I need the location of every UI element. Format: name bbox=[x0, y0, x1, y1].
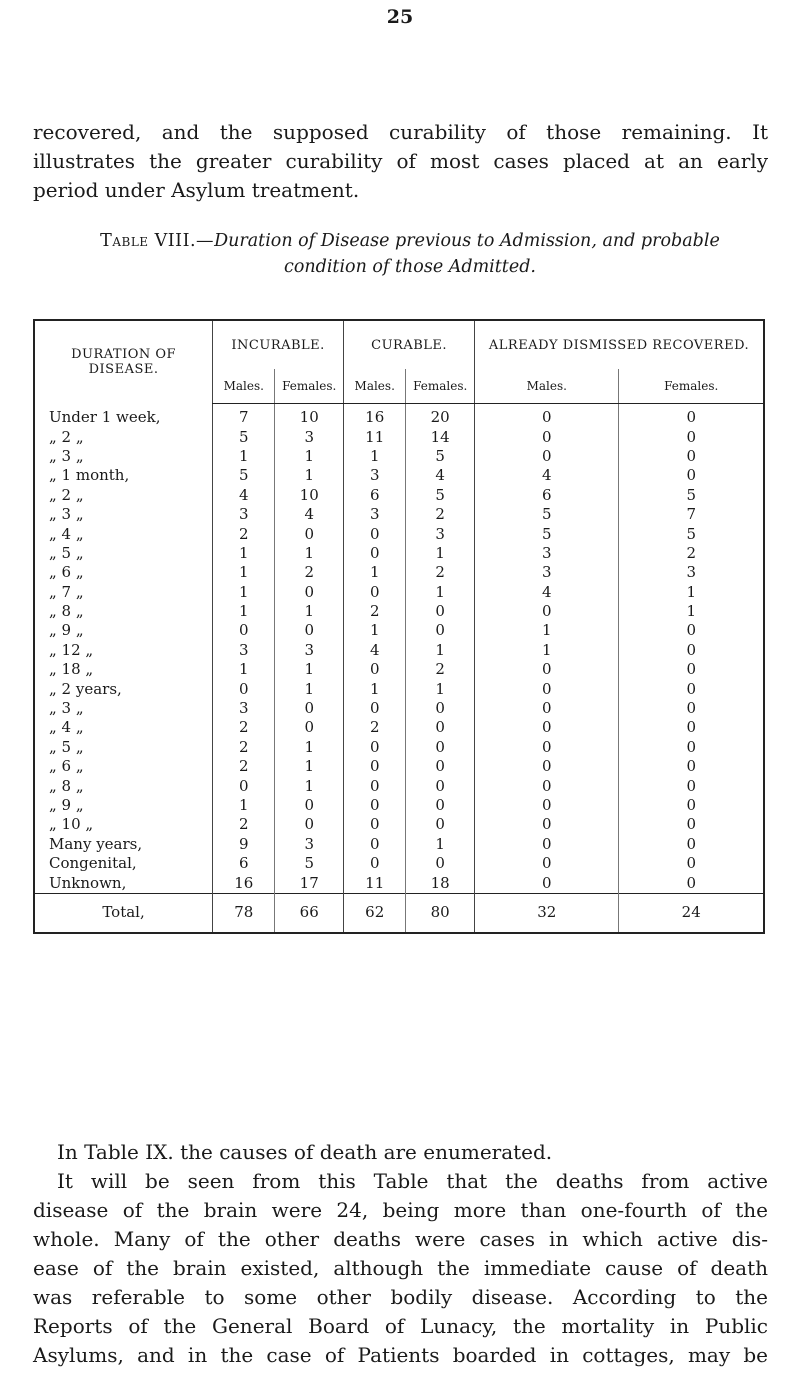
value-cell-cur-m: 0 bbox=[344, 583, 406, 602]
value-cell-inc-m: 3 bbox=[213, 505, 275, 524]
value-cell-dis-m: 0 bbox=[475, 835, 619, 854]
duration-cell: „ 3 „ bbox=[49, 505, 84, 524]
total-label: Total, bbox=[34, 893, 213, 933]
value-cell-dis-f: 0 bbox=[619, 466, 764, 485]
table-row bbox=[34, 776, 764, 795]
table-row bbox=[34, 796, 764, 815]
value-cell-cur-m: 6 bbox=[344, 486, 406, 505]
value-cell-inc-m: 9 bbox=[213, 835, 275, 854]
duration-cell: „ 8 „ bbox=[49, 776, 84, 795]
table-row bbox=[34, 447, 764, 466]
table-row bbox=[34, 563, 764, 582]
table-row bbox=[34, 718, 764, 737]
table-caption-lead: Table VIII.— bbox=[100, 231, 215, 251]
duration-cell: „ 3 „ bbox=[49, 699, 84, 718]
header-dismissed-females: Females. bbox=[619, 369, 764, 404]
duration-cell: Congenital, bbox=[49, 854, 137, 873]
duration-cell: Under 1 week, bbox=[49, 407, 161, 426]
value-cell-dis-f: 0 bbox=[619, 621, 764, 640]
header-curable-males: Males. bbox=[344, 369, 406, 404]
value-cell-cur-f: 1 bbox=[406, 583, 475, 602]
table-caption-title-line2: condition of those Admitted. bbox=[284, 257, 536, 277]
duration-cell: „ 2 years, bbox=[49, 679, 122, 698]
value-cell-dis-f: 0 bbox=[619, 641, 764, 660]
closing-line: In Table IX. the causes of death are enumerated. bbox=[57, 1140, 553, 1164]
value-cell-inc-m: 0 bbox=[213, 776, 275, 795]
value-cell-inc-f: 17 bbox=[275, 873, 344, 893]
value-cell-dis-m: 0 bbox=[475, 718, 619, 737]
value-cell-dis-m: 0 bbox=[475, 738, 619, 757]
table-row bbox=[34, 854, 764, 873]
value-cell-inc-f: 0 bbox=[275, 815, 344, 834]
table-row bbox=[34, 404, 764, 428]
value-cell-inc-f: 0 bbox=[275, 699, 344, 718]
table-row bbox=[34, 524, 764, 543]
value-cell-inc-m: 2 bbox=[213, 815, 275, 834]
value-cell-dis-m: 1 bbox=[475, 641, 619, 660]
value-cell-cur-f: 5 bbox=[406, 447, 475, 466]
value-cell-dis-f: 1 bbox=[619, 583, 764, 602]
table-row bbox=[34, 738, 764, 757]
value-cell-inc-f: 1 bbox=[275, 447, 344, 466]
closing-line: was referable to some other bodily disease. According to the bbox=[33, 1285, 768, 1309]
value-cell-inc-m: 5 bbox=[213, 466, 275, 485]
duration-cell: „ 6 „ bbox=[49, 563, 84, 582]
duration-cell: „ 3 „ bbox=[49, 446, 84, 465]
header-duration: DURATION OF DISEASE. bbox=[71, 347, 177, 378]
table-row bbox=[34, 486, 764, 505]
value-cell-dis-f: 1 bbox=[619, 602, 764, 621]
duration-table bbox=[33, 319, 765, 934]
value-cell-dis-m: 0 bbox=[475, 776, 619, 795]
value-cell-cur-f: 4 bbox=[406, 466, 475, 485]
value-cell-cur-f: 18 bbox=[406, 873, 475, 893]
header-incurable-males: Males. bbox=[213, 369, 275, 404]
table-row bbox=[34, 544, 764, 563]
value-cell-inc-m: 1 bbox=[213, 796, 275, 815]
value-cell-cur-f: 3 bbox=[406, 524, 475, 543]
value-cell-inc-m: 4 bbox=[213, 486, 275, 505]
value-cell-dis-m: 0 bbox=[475, 447, 619, 466]
value-cell-inc-m: 7 bbox=[213, 404, 275, 428]
value-cell-inc-m: 3 bbox=[213, 641, 275, 660]
value-cell-inc-m: 5 bbox=[213, 427, 275, 446]
value-cell-inc-f: 3 bbox=[275, 427, 344, 446]
value-cell-dis-m: 0 bbox=[475, 873, 619, 893]
value-cell-dis-f: 7 bbox=[619, 505, 764, 524]
value-cell-cur-f: 14 bbox=[406, 427, 475, 446]
value-cell-dis-m: 0 bbox=[475, 854, 619, 873]
value-cell-inc-f: 0 bbox=[275, 718, 344, 737]
page-number: 25 bbox=[386, 6, 414, 28]
value-cell-cur-m: 0 bbox=[344, 544, 406, 563]
value-cell-cur-f: 2 bbox=[406, 505, 475, 524]
value-cell-cur-m: 0 bbox=[344, 815, 406, 834]
value-cell-dis-m: 0 bbox=[475, 404, 619, 428]
value-cell-dis-f: 0 bbox=[619, 427, 764, 446]
value-cell-dis-m: 0 bbox=[475, 427, 619, 446]
value-cell-cur-f: 2 bbox=[406, 563, 475, 582]
duration-cell: Unknown, bbox=[49, 873, 127, 892]
table-row bbox=[34, 660, 764, 679]
value-cell-inc-m: 6 bbox=[213, 854, 275, 873]
value-cell-cur-m: 62 bbox=[344, 893, 406, 933]
table-row bbox=[34, 621, 764, 640]
duration-cell: „ 6 „ bbox=[49, 757, 84, 776]
table-body bbox=[34, 404, 764, 933]
value-cell-dis-f: 0 bbox=[619, 718, 764, 737]
table-row bbox=[34, 699, 764, 718]
value-cell-inc-f: 0 bbox=[275, 621, 344, 640]
duration-cell: „ 12 „ bbox=[49, 640, 94, 659]
value-cell-dis-m: 5 bbox=[475, 524, 619, 543]
table-row bbox=[34, 427, 764, 446]
value-cell-inc-m: 1 bbox=[213, 602, 275, 621]
table-row bbox=[34, 679, 764, 698]
value-cell-cur-m: 11 bbox=[344, 873, 406, 893]
intro-line: recovered, and the supposed curability of those remaining. It bbox=[33, 120, 768, 144]
value-cell-dis-f: 0 bbox=[619, 679, 764, 698]
value-cell-inc-m: 1 bbox=[213, 544, 275, 563]
header-incurable-females: Females. bbox=[275, 369, 344, 404]
value-cell-dis-f: 0 bbox=[619, 873, 764, 893]
value-cell-dis-f: 0 bbox=[619, 815, 764, 834]
value-cell-inc-m: 1 bbox=[213, 563, 275, 582]
value-cell-inc-f: 0 bbox=[275, 796, 344, 815]
value-cell-cur-m: 0 bbox=[344, 835, 406, 854]
value-cell-dis-m: 1 bbox=[475, 621, 619, 640]
duration-cell: „ 9 „ bbox=[49, 796, 84, 814]
value-cell-inc-m: 1 bbox=[213, 583, 275, 602]
value-cell-dis-f: 0 bbox=[619, 447, 764, 466]
value-cell-cur-m: 0 bbox=[344, 854, 406, 873]
value-cell-cur-f: 0 bbox=[406, 621, 475, 640]
closing-line: Asylums, and in the case of Patients boarded in cottages, may be bbox=[33, 1343, 768, 1367]
table-caption bbox=[60, 228, 760, 280]
value-cell-dis-f: 24 bbox=[619, 893, 764, 933]
value-cell-cur-f: 0 bbox=[406, 718, 475, 737]
value-cell-dis-m: 4 bbox=[475, 466, 619, 485]
value-cell-dis-f: 0 bbox=[619, 776, 764, 795]
value-cell-inc-f: 1 bbox=[275, 679, 344, 698]
value-cell-inc-f: 1 bbox=[275, 757, 344, 776]
table-row bbox=[34, 505, 764, 524]
value-cell-inc-m: 2 bbox=[213, 757, 275, 776]
value-cell-cur-m: 4 bbox=[344, 641, 406, 660]
value-cell-cur-m: 0 bbox=[344, 796, 406, 815]
value-cell-cur-m: 1 bbox=[344, 621, 406, 640]
intro-line: illustrates the greater curability of most cases placed at an early bbox=[33, 149, 768, 173]
value-cell-dis-f: 5 bbox=[619, 486, 764, 505]
table-caption-title-line1: Duration of Disease previous to Admission, and probable bbox=[214, 231, 720, 251]
duration-cell: „ 4 „ bbox=[49, 718, 84, 737]
value-cell-inc-m: 1 bbox=[213, 447, 275, 466]
value-cell-cur-f: 1 bbox=[406, 835, 475, 854]
table-row bbox=[34, 466, 764, 485]
closing-line: Reports of the General Board of Lunacy, the mortality in Public bbox=[33, 1314, 768, 1338]
header-dismissed-recovered: ALREADY DISMISSED RECOVERED. bbox=[475, 320, 764, 369]
value-cell-inc-m: 2 bbox=[213, 738, 275, 757]
duration-cell: „ 1 month, bbox=[49, 466, 130, 485]
value-cell-dis-f: 0 bbox=[619, 835, 764, 854]
value-cell-dis-f: 3 bbox=[619, 563, 764, 582]
value-cell-inc-m: 78 bbox=[213, 893, 275, 933]
value-cell-dis-m: 0 bbox=[475, 602, 619, 621]
value-cell-dis-f: 0 bbox=[619, 404, 764, 428]
value-cell-cur-m: 3 bbox=[344, 466, 406, 485]
value-cell-cur-f: 2 bbox=[406, 660, 475, 679]
value-cell-inc-f: 10 bbox=[275, 404, 344, 428]
value-cell-dis-m: 0 bbox=[475, 757, 619, 776]
value-cell-cur-f: 0 bbox=[406, 796, 475, 815]
duration-cell: „ 4 „ bbox=[49, 524, 84, 543]
value-cell-cur-f: 5 bbox=[406, 486, 475, 505]
header-curable-females: Females. bbox=[406, 369, 475, 404]
closing-line: It will be seen from this Table that the deaths from active bbox=[57, 1169, 768, 1193]
table-row bbox=[34, 583, 764, 602]
value-cell-cur-f: 0 bbox=[406, 854, 475, 873]
table-row bbox=[34, 815, 764, 834]
value-cell-cur-m: 1 bbox=[344, 563, 406, 582]
duration-cell: „ 9 „ bbox=[49, 621, 84, 640]
header-dismissed-males: Males. bbox=[475, 369, 619, 404]
value-cell-inc-m: 2 bbox=[213, 524, 275, 543]
closing-paragraph bbox=[33, 1138, 768, 1370]
value-cell-dis-f: 5 bbox=[619, 524, 764, 543]
duration-cell: „ 2 „ bbox=[49, 427, 84, 446]
value-cell-cur-m: 16 bbox=[344, 404, 406, 428]
value-cell-cur-m: 1 bbox=[344, 447, 406, 466]
value-cell-dis-m: 0 bbox=[475, 660, 619, 679]
intro-line: period under Asylum treatment. bbox=[33, 178, 360, 202]
value-cell-cur-f: 0 bbox=[406, 699, 475, 718]
value-cell-inc-f: 1 bbox=[275, 738, 344, 757]
value-cell-inc-m: 0 bbox=[213, 679, 275, 698]
value-cell-dis-m: 0 bbox=[475, 796, 619, 815]
value-cell-inc-f: 1 bbox=[275, 776, 344, 795]
value-cell-cur-f: 0 bbox=[406, 776, 475, 795]
header-curable: CURABLE. bbox=[344, 320, 475, 369]
intro-paragraph bbox=[33, 118, 768, 205]
value-cell-dis-m: 32 bbox=[475, 893, 619, 933]
duration-cell: Many years, bbox=[49, 834, 143, 853]
value-cell-dis-f: 0 bbox=[619, 699, 764, 718]
value-cell-inc-f: 3 bbox=[275, 641, 344, 660]
value-cell-cur-m: 0 bbox=[344, 660, 406, 679]
value-cell-inc-m: 2 bbox=[213, 718, 275, 737]
table-row bbox=[34, 873, 764, 893]
value-cell-cur-m: 0 bbox=[344, 738, 406, 757]
value-cell-cur-m: 3 bbox=[344, 505, 406, 524]
duration-cell: „ 7 „ bbox=[49, 582, 84, 601]
value-cell-inc-f: 1 bbox=[275, 602, 344, 621]
value-cell-cur-f: 0 bbox=[406, 757, 475, 776]
value-cell-dis-f: 0 bbox=[619, 757, 764, 776]
closing-line: ease of the brain existed, although the immediate cause of death bbox=[33, 1256, 768, 1280]
duration-cell: „ 2 „ bbox=[49, 485, 84, 504]
value-cell-inc-f: 10 bbox=[275, 486, 344, 505]
value-cell-cur-m: 2 bbox=[344, 718, 406, 737]
table-row bbox=[34, 641, 764, 660]
value-cell-inc-f: 1 bbox=[275, 544, 344, 563]
duration-cell: „ 18 „ bbox=[49, 660, 94, 679]
value-cell-inc-f: 5 bbox=[275, 854, 344, 873]
value-cell-inc-f: 1 bbox=[275, 466, 344, 485]
value-cell-cur-m: 0 bbox=[344, 776, 406, 795]
closing-line: whole. Many of the other deaths were cases in which active dis- bbox=[33, 1227, 768, 1251]
duration-cell: „ 5 „ bbox=[49, 543, 84, 562]
table-row bbox=[34, 757, 764, 776]
value-cell-cur-f: 20 bbox=[406, 404, 475, 428]
value-cell-cur-f: 1 bbox=[406, 544, 475, 563]
value-cell-inc-m: 0 bbox=[213, 621, 275, 640]
duration-cell: „ 5 „ bbox=[49, 737, 84, 756]
value-cell-cur-f: 1 bbox=[406, 679, 475, 698]
value-cell-dis-m: 0 bbox=[475, 815, 619, 834]
value-cell-dis-m: 6 bbox=[475, 486, 619, 505]
header-incurable: INCURABLE. bbox=[213, 320, 344, 369]
value-cell-dis-m: 0 bbox=[475, 699, 619, 718]
value-cell-inc-f: 66 bbox=[275, 893, 344, 933]
value-cell-dis-f: 0 bbox=[619, 854, 764, 873]
duration-cell: „ 8 „ bbox=[49, 602, 84, 621]
value-cell-cur-m: 0 bbox=[344, 524, 406, 543]
value-cell-cur-f: 0 bbox=[406, 738, 475, 757]
value-cell-dis-f: 0 bbox=[619, 660, 764, 679]
value-cell-cur-m: 0 bbox=[344, 757, 406, 776]
value-cell-dis-m: 0 bbox=[475, 679, 619, 698]
value-cell-inc-f: 4 bbox=[275, 505, 344, 524]
value-cell-inc-f: 2 bbox=[275, 563, 344, 582]
value-cell-inc-m: 16 bbox=[213, 873, 275, 893]
total-row bbox=[34, 893, 764, 933]
value-cell-inc-f: 1 bbox=[275, 660, 344, 679]
value-cell-inc-m: 1 bbox=[213, 660, 275, 679]
value-cell-inc-f: 0 bbox=[275, 524, 344, 543]
value-cell-cur-f: 0 bbox=[406, 815, 475, 834]
value-cell-inc-m: 3 bbox=[213, 699, 275, 718]
duration-cell: „ 10 „ bbox=[49, 815, 94, 834]
closing-line: disease of the brain were 24, being more than one-fourth of the bbox=[33, 1198, 768, 1222]
table-row bbox=[34, 835, 764, 854]
value-cell-inc-f: 0 bbox=[275, 583, 344, 602]
value-cell-cur-m: 11 bbox=[344, 427, 406, 446]
value-cell-inc-f: 3 bbox=[275, 835, 344, 854]
value-cell-cur-m: 1 bbox=[344, 679, 406, 698]
value-cell-dis-m: 3 bbox=[475, 563, 619, 582]
value-cell-dis-f: 0 bbox=[619, 796, 764, 815]
value-cell-dis-m: 4 bbox=[475, 583, 619, 602]
value-cell-dis-m: 5 bbox=[475, 505, 619, 524]
value-cell-dis-f: 2 bbox=[619, 544, 764, 563]
value-cell-dis-f: 0 bbox=[619, 738, 764, 757]
value-cell-dis-m: 3 bbox=[475, 544, 619, 563]
table-row bbox=[34, 602, 764, 621]
value-cell-cur-f: 80 bbox=[406, 893, 475, 933]
value-cell-cur-m: 0 bbox=[344, 699, 406, 718]
value-cell-cur-f: 1 bbox=[406, 641, 475, 660]
value-cell-cur-f: 0 bbox=[406, 602, 475, 621]
value-cell-cur-m: 2 bbox=[344, 602, 406, 621]
